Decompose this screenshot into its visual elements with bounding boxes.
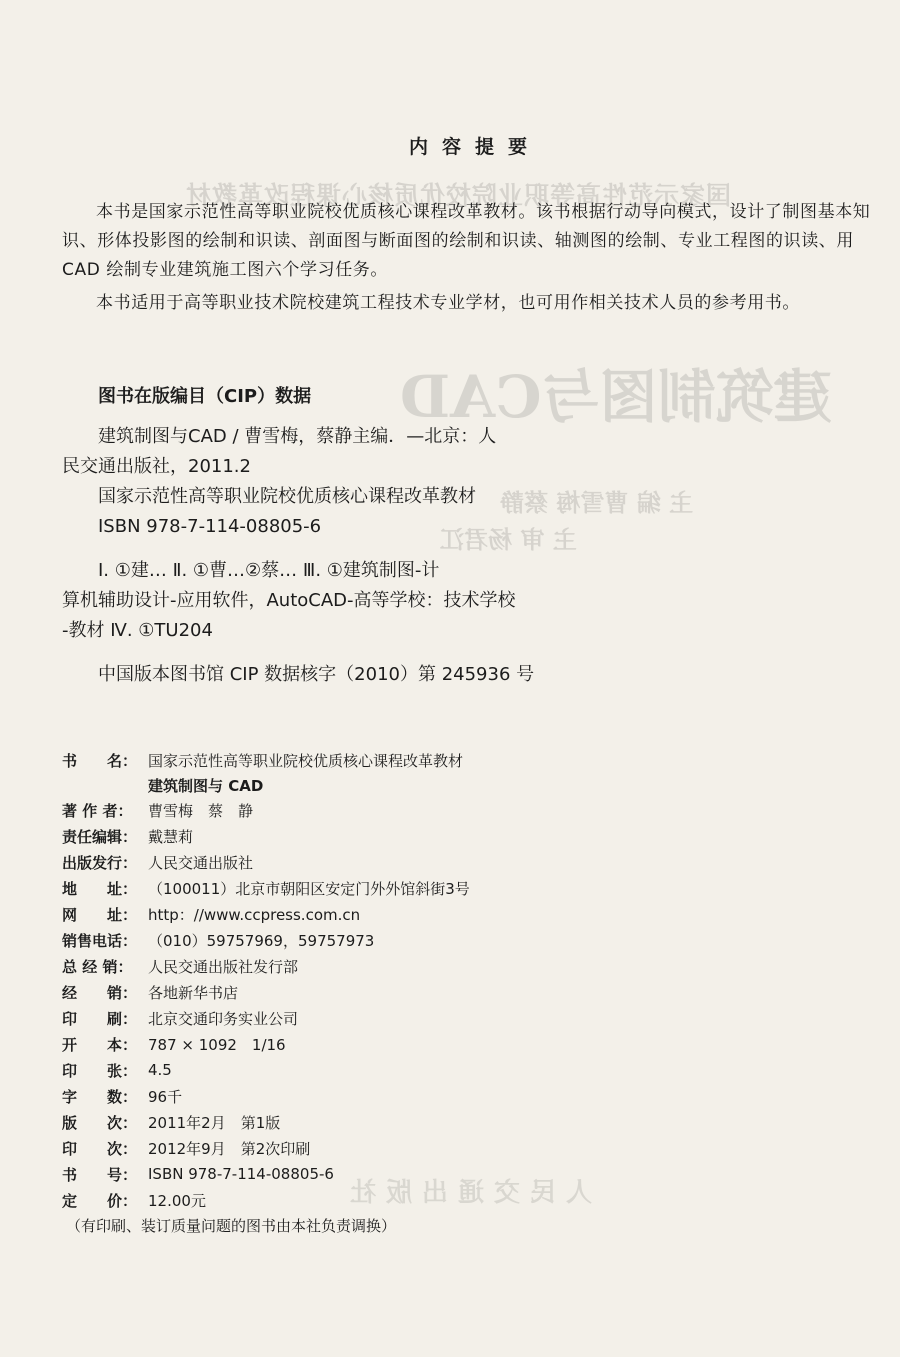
cip-title: 图书在版编目（CIP）数据 [98, 386, 312, 407]
detail-value: 建筑制图与 CAD [148, 776, 264, 795]
detail-value: 人民交通出版社 [148, 853, 254, 872]
bleed-through-title: 建筑制图与CAD [400, 363, 832, 431]
detail-label: 出版发行： [62, 853, 138, 872]
detail-label: 地 址： [62, 879, 138, 898]
cip-block [62, 422, 622, 704]
detail-label: 印 次： [62, 1139, 138, 1158]
detail-value: 2012年9月 第2次印刷 [148, 1139, 311, 1158]
bleed-through-editor: 主 编 曹雪梅 蔡静 [500, 488, 694, 517]
detail-value: 4.5 [148, 1061, 172, 1079]
bleed-through-reviewer: 主 审 杨君江 [440, 525, 577, 554]
detail-label: 字 数： [62, 1087, 138, 1106]
detail-value: （100011）北京市朝阳区安定门外外馆斜街3号 [148, 879, 470, 898]
detail-row-edition [62, 1109, 682, 1135]
detail-value: 787 × 1092 1/16 [148, 1035, 286, 1054]
detail-value: 2011年2月 第1版 [148, 1113, 281, 1132]
cip-classification-cont: -教材 Ⅳ. ①TU204 [62, 620, 213, 641]
detail-row-retailer [62, 979, 682, 1005]
cip-main-entry: 建筑制图与CAD / 曹雪梅，蔡静主编．—北京：人 [98, 426, 497, 447]
detail-value: 曹雪梅 蔡 静 [148, 801, 254, 820]
bleed-through-publisher: 人民交通出版社 [340, 1178, 593, 1208]
detail-value: 12.00元 [148, 1191, 206, 1210]
detail-row-price [62, 1187, 682, 1213]
detail-row-title [62, 747, 682, 773]
cip-isbn: ISBN 978-7-114-08805-6 [98, 516, 322, 537]
abstract-body [62, 198, 892, 322]
bleed-through-series: 国家示范性高等职业院校优质核心课程改革教材 [185, 181, 732, 210]
abstract-paragraph: 本书适用于高等职业技术院校建筑工程技术专业学材，也可用作相关技术人员的参考用书。 [96, 293, 800, 313]
detail-label: 书 名： [62, 751, 138, 770]
detail-row-editor [62, 823, 682, 849]
detail-row-format [62, 1031, 682, 1057]
detail-value: 国家示范性高等职业院校优质核心课程改革教材 [148, 751, 464, 770]
detail-row-distributor [62, 953, 682, 979]
detail-row-wordcount [62, 1083, 682, 1109]
detail-value: 戴慧莉 [148, 827, 194, 846]
abstract-heading: 内容提要 [408, 136, 541, 158]
detail-label: 开 本： [62, 1035, 138, 1054]
abstract-paragraph: 本书是国家示范性高等职业院校优质核心课程改革教材。该书根据行动导向模式，设计了制图基本知识、形体投影图的绘制和识读、剖面图与断面图的绘制和识读、轴测图的绘制、专业工程图的识读、用 CAD 绘制专业建筑施工图六个学习任务。 [62, 202, 871, 280]
detail-label: 经 销： [62, 983, 138, 1002]
detail-label: 印 刷： [62, 1009, 138, 1028]
detail-value: 人民交通出版社发行部 [148, 957, 299, 976]
detail-value: 北京交通印务实业公司 [148, 1009, 299, 1028]
detail-row-printing [62, 1135, 682, 1161]
publication-details [62, 747, 682, 1236]
detail-value: 96千 [148, 1087, 183, 1106]
detail-value: （010）59757969，59757973 [148, 931, 375, 950]
detail-label: 销售电话： [62, 931, 138, 950]
cip-classification: Ⅰ. ①建… Ⅱ. ①曹…②蔡… Ⅲ. ①建筑制图-计 [98, 560, 440, 581]
detail-label: 印 张： [62, 1061, 138, 1080]
detail-value: ISBN 978-7-114-08805-6 [148, 1165, 334, 1183]
detail-row-title-cont [62, 773, 682, 797]
cip-classification-cont: 算机辅助设计-应用软件，AutoCAD-高等学校：技术学校 [62, 590, 516, 611]
detail-value: http：//www.ccpress.com.cn [148, 905, 361, 924]
detail-row-website [62, 901, 682, 927]
detail-label: 著 作 者： [62, 801, 133, 820]
detail-row-printer [62, 1005, 682, 1031]
detail-label: 书 号： [62, 1165, 138, 1184]
detail-row-sheets [62, 1057, 682, 1083]
cip-series: 国家示范性高等职业院校优质核心课程改革教材 [98, 486, 476, 507]
detail-label: 总 经 销： [62, 957, 133, 976]
detail-label: 版 次： [62, 1113, 138, 1132]
detail-row-address [62, 875, 682, 901]
detail-label: 网 址： [62, 905, 138, 924]
quality-note: （有印刷、装订质量问题的图书由本社负责调换） [66, 1217, 397, 1235]
detail-row-publisher [62, 849, 682, 875]
cip-verification: 中国版本图书馆 CIP 数据核字（2010）第 245936 号 [98, 664, 535, 685]
detail-value: 各地新华书店 [148, 983, 239, 1002]
detail-row-author [62, 797, 682, 823]
cip-main-entry-cont: 民交通出版社，2011.2 [62, 456, 251, 477]
detail-row-isbn [62, 1161, 682, 1187]
detail-row-phone [62, 927, 682, 953]
detail-label: 责任编辑： [62, 827, 138, 846]
detail-label: 定 价： [62, 1191, 138, 1210]
